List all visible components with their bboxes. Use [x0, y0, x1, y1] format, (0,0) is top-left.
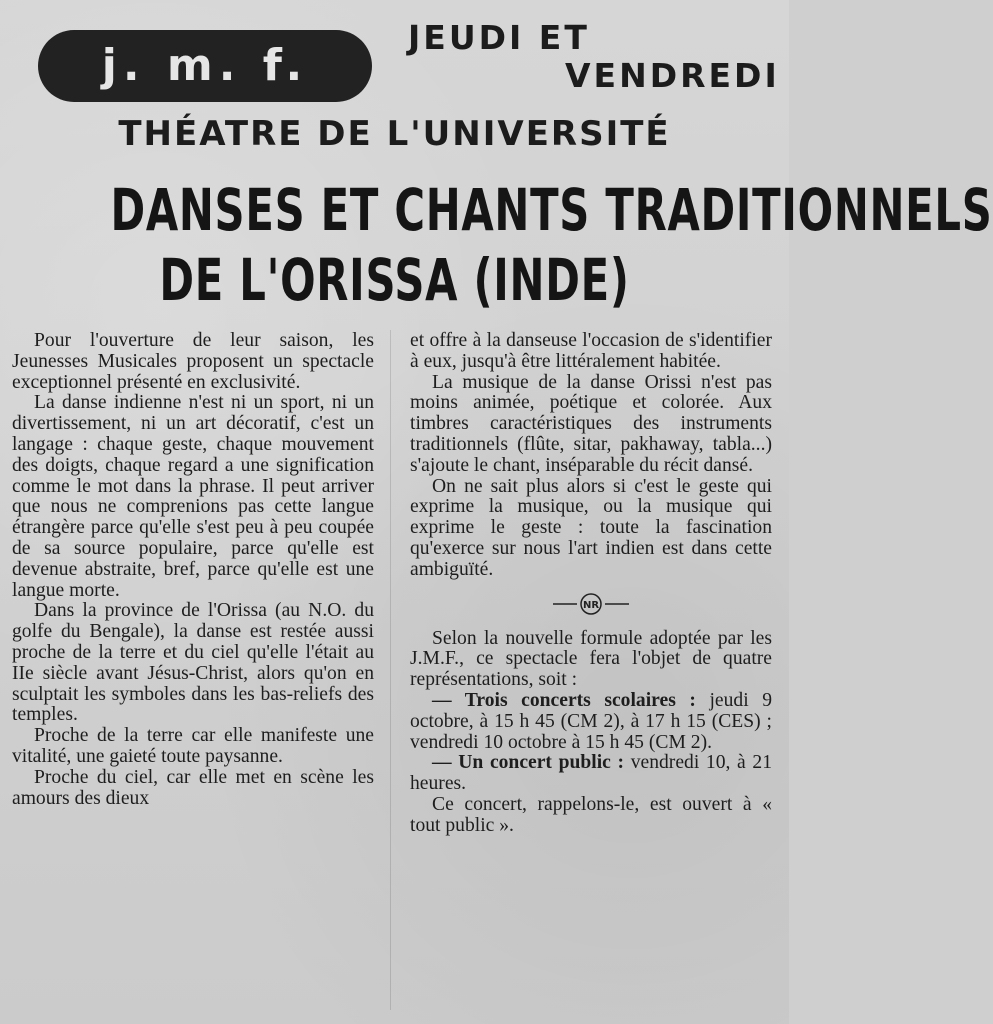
school-concerts-label: — Trois concerts scolaires :: [432, 689, 696, 711]
paragraph-formula: Selon la nouvelle formule adoptée par les J.M.F., ce spectacle fera l'objet de quatre représentations, soit :: [410, 627, 772, 691]
jmf-logo-text: j. m. f.: [101, 40, 309, 91]
paragraph-sky: Proche du ciel, car elle met en scène les amours des dieux: [12, 766, 374, 809]
public-concert-date: vendredi 10, à 21 heures.: [410, 752, 772, 795]
headline-line-2: DE L'ORISSA (INDE): [159, 246, 630, 314]
ornament-label: NR: [582, 599, 600, 611]
venue-heading: THÉATRE DE L'UNIVERSITÉ: [118, 114, 671, 154]
paragraph-earth: Proche de la terre car elle manifeste une vitalité, une gaieté toute paysanne.: [12, 725, 374, 767]
paragraph-ambiguity: On ne sait plus alors si c'est le geste qui exprime la musique, ou la musique qui exprime le geste : toute la fascination qu'exerce sur nous l'art indien est dans cette ambiguïté.: [410, 475, 772, 580]
day-line-1: JEUDI ET: [408, 18, 590, 57]
paragraph-school-concerts: [410, 691, 772, 753]
public-concert-label: — Un concert public :: [432, 752, 625, 774]
nr-ornament-icon: [553, 593, 629, 615]
paragraph-open-to-all: Ce concert, rappelons-le, est ouvert à « tout public ».: [410, 793, 772, 836]
article-left-column: [12, 331, 374, 809]
jmf-logo: [38, 30, 372, 102]
paragraph-public-concert: [410, 753, 772, 795]
article-right-column: [410, 331, 772, 837]
headline-line-1: DANSES ET CHANTS TRADITIONNELS: [110, 176, 993, 244]
paragraph-intro: Pour l'ouverture de leur saison, les Jeunesses Musicales proposent un spectacle exceptionnel présenté en exclusivité.: [12, 330, 374, 393]
paragraph-dance-language: La danse indienne n'est ni un sport, ni un divertissement, ni un art décoratif, c'est un langage : chaque geste, chaque mouvement des doigts, chaque regard a une signification comme le mot dans la phrase. Il peut arriver que nous ne comprenions pas cette langue étrangère parce qu'elle s'est peu à peu coupée de sa source populaire, parce qu'elle est devenue abstraite, bref, parce qu'elle est une langue morte.: [12, 392, 374, 601]
day-line-2: VENDREDI: [565, 56, 780, 95]
paragraph-music: La musique de la danse Orissi n'est pas moins animée, poétique et colorée. Aux timbres caractéristiques des instruments traditionnels (flûte, sitar, pakhaway, tabla...) s'ajoute le chant, inséparable du récit dansé.: [410, 371, 772, 476]
column-divider: [390, 330, 391, 1010]
paragraph-orissa-province: Dans la province de l'Orissa (au N.O. du golfe du Bengale), la danse est restée aussi proche de la terre et du ciel qu'elle l'était au IIe siècle avant Jésus-Christ, alors qu'on en sculptait les symboles dans les bas-reliefs des temples.: [12, 600, 374, 726]
paragraph-continued: et offre à la danseuse l'occasion de s'identifier à eux, jusqu'à être littéralement habitée.: [410, 330, 772, 372]
school-concerts-dates: jeudi 9 octobre, à 15 h 45 (CM 2), à 17 h 15 (CES) ; vendredi 10 octobre à 15 h 45 (CM 2).: [410, 689, 772, 753]
